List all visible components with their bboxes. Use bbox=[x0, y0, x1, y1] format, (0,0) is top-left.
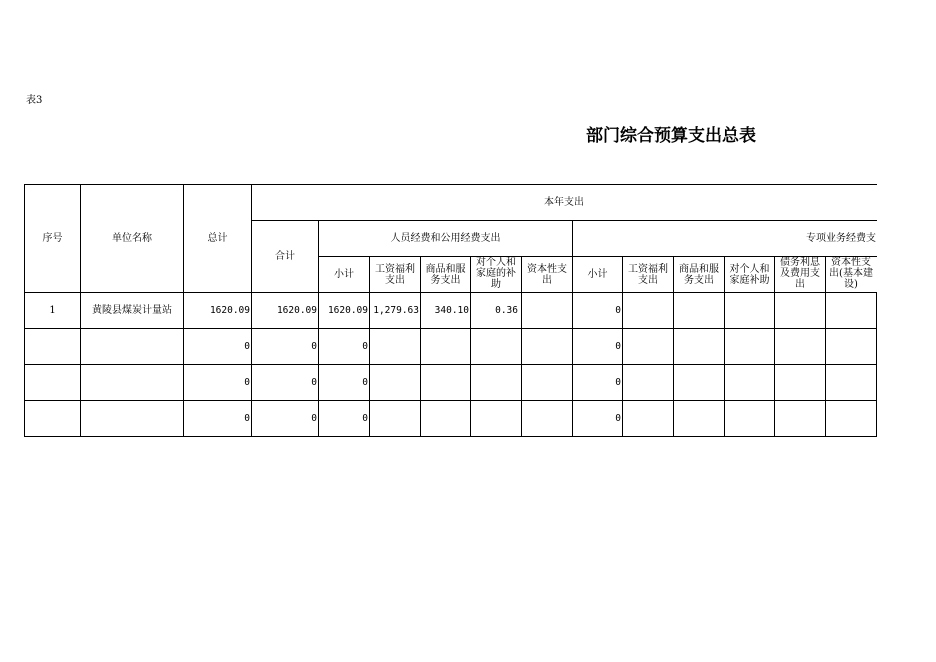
header-s-subtotal: 小计 bbox=[587, 269, 608, 280]
cell-p-goods: 340.10 bbox=[434, 305, 469, 316]
cell-total: 1620.09 bbox=[209, 305, 250, 316]
cell-s-subtotal: 0 bbox=[615, 341, 621, 352]
header-total: 总计 bbox=[207, 233, 228, 244]
header-s-capital: 资本性支出(基本建设) bbox=[829, 257, 873, 290]
header-s-subsidy: 对个人和家庭补助 bbox=[729, 263, 770, 286]
cell-seq: 1 bbox=[49, 305, 56, 316]
cell-p-subtotal: 1620.09 bbox=[327, 305, 368, 316]
header-personnel-group: 人员经费和公用经费支出 bbox=[390, 233, 501, 244]
cell-sum: 0 bbox=[311, 413, 317, 424]
cell-unit-name: 黄陵县煤炭计量站 bbox=[92, 305, 172, 316]
header-p-subtotal: 小计 bbox=[334, 269, 354, 280]
page-title: 部门综合预算支出总表 bbox=[586, 126, 756, 146]
cell-s-subtotal: 0 bbox=[615, 413, 621, 424]
cell-total: 0 bbox=[244, 377, 250, 388]
header-seq: 序号 bbox=[42, 233, 63, 244]
cell-total: 0 bbox=[244, 413, 250, 424]
header-p-goods: 商品和服务支出 bbox=[425, 263, 466, 286]
header-p-salary: 工资福利支出 bbox=[375, 263, 415, 286]
cell-p-subsidy: 0.36 bbox=[495, 305, 518, 316]
header-s-debt: 债务利息及费用支出 bbox=[780, 257, 820, 290]
cell-s-subtotal: 0 bbox=[615, 377, 621, 388]
cell-sum: 1620.09 bbox=[276, 305, 317, 316]
header-special-group: 专项业务经费支 bbox=[806, 233, 876, 244]
header-p-capital: 资本性支出 bbox=[527, 263, 567, 286]
cell-s-subtotal: 0 bbox=[615, 305, 621, 316]
header-s-salary: 工资福利支出 bbox=[628, 263, 668, 286]
cell-sum: 0 bbox=[311, 377, 317, 388]
header-unit-name: 单位名称 bbox=[112, 233, 152, 244]
cell-total: 0 bbox=[244, 341, 250, 352]
header-sum: 合计 bbox=[275, 251, 295, 262]
header-current-year: 本年支出 bbox=[544, 197, 584, 208]
cell-p-subtotal: 0 bbox=[362, 341, 368, 352]
cell-sum: 0 bbox=[311, 341, 317, 352]
cell-p-subtotal: 0 bbox=[362, 413, 368, 424]
cell-p-subtotal: 0 bbox=[362, 377, 368, 388]
table-number-label: 表3 bbox=[26, 95, 43, 106]
cell-p-salary: 1,279.63 bbox=[373, 305, 419, 316]
header-s-goods: 商品和服务支出 bbox=[679, 263, 719, 286]
header-p-subsidy: 对个人和家庭的补助 bbox=[476, 257, 516, 290]
